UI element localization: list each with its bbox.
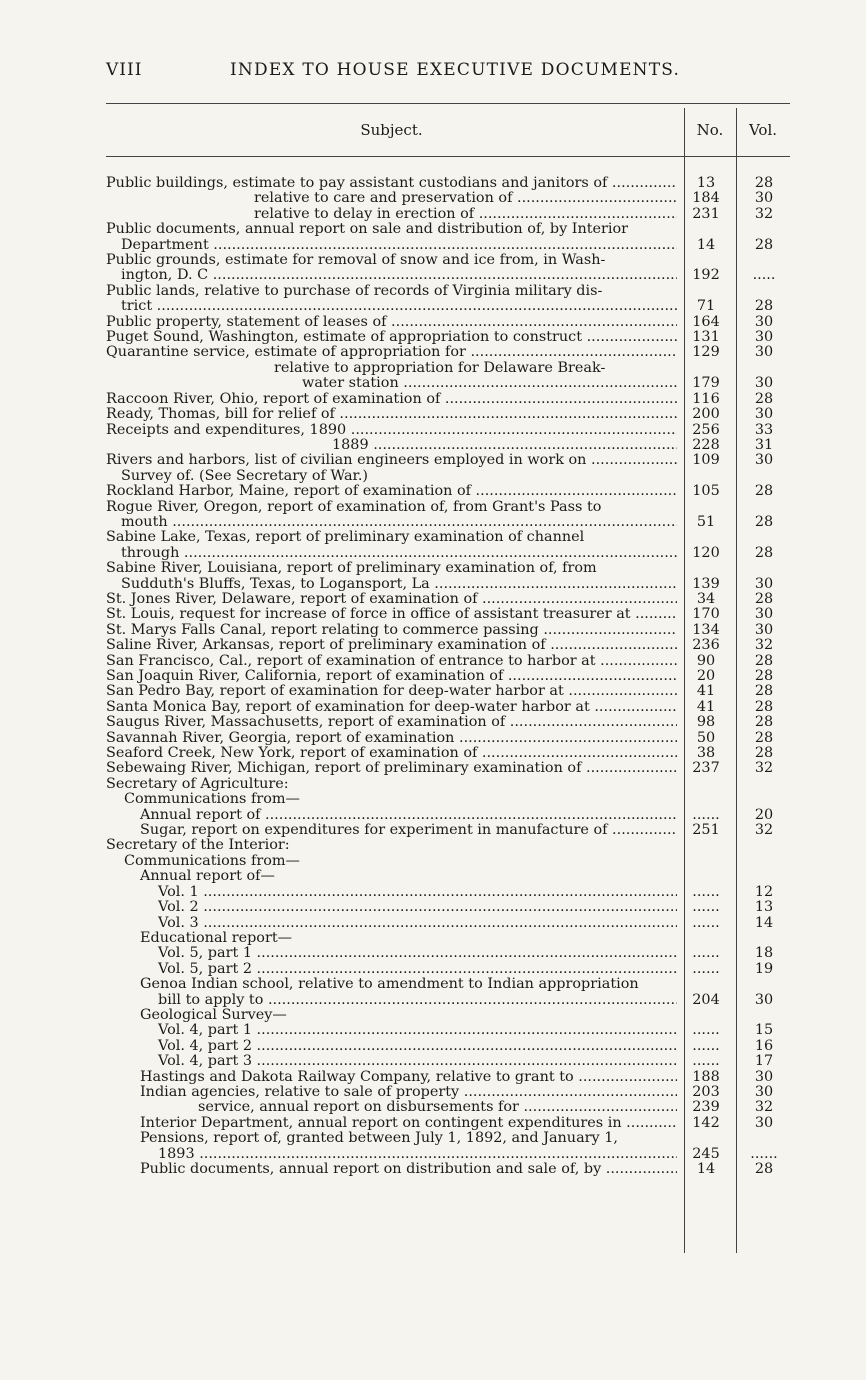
vol-column-header: Vol.: [748, 121, 778, 139]
entry-line: water station .....: [106, 376, 677, 391]
entry-line: relative to delay in erection of .....: [106, 207, 677, 222]
index-entry: [106, 607, 790, 622]
entry-number: 51: [696, 513, 716, 530]
entry-volume: 16: [754, 1037, 774, 1054]
entry-number: 203: [692, 1083, 720, 1100]
entry-number: 20: [696, 668, 716, 684]
entry-volume: 32: [754, 637, 774, 654]
entry-volume: 14: [754, 914, 774, 931]
entry-volume: 30: [754, 375, 774, 392]
entry-number: 237: [692, 760, 720, 777]
index-entry: [106, 885, 790, 900]
entry-subject: [106, 407, 677, 422]
entry-line: Public buildings, estimate to pay assistant custodians and janitors of .....: [106, 176, 677, 191]
entry-subject: [106, 284, 677, 315]
entry-line: Geological Survey—: [140, 1007, 287, 1023]
entry-volume: 28: [754, 698, 774, 715]
entry-line: Sabine River, Louisiana, report of preliminary examination of, from: [106, 561, 597, 577]
entry-volume: 30: [754, 329, 774, 346]
running-header: [106, 60, 790, 84]
index-entry: [106, 684, 790, 699]
entry-line: St. Louis, request for increase of force in office of assistant treasurer at .....: [106, 607, 677, 622]
entry-number: 200: [692, 406, 720, 423]
entry-line: Vol. 4, part 2 .....: [106, 1039, 677, 1054]
entry-subject: [106, 808, 677, 823]
entry-line: Vol. 2 .....: [106, 900, 677, 915]
entry-number: 170: [692, 606, 720, 623]
entry-line: Saline River, Arkansas, report of preliminary examination of .....: [106, 638, 677, 653]
entry-volume: 28: [754, 236, 774, 253]
no-column-header: No.: [696, 121, 724, 139]
index-entry: [106, 808, 790, 823]
entry-number: 184: [692, 190, 720, 207]
index-entry: [106, 176, 790, 191]
entry-subject: [106, 592, 677, 607]
entry-volume: 28: [754, 745, 774, 762]
entry-line: ington, D. C .....: [106, 268, 677, 283]
index-entry: [106, 345, 790, 360]
entry-number: 204: [692, 991, 720, 1008]
top-rule: [106, 103, 790, 104]
entry-volume: 28: [754, 729, 774, 746]
entry-volume: 30: [754, 344, 774, 361]
entry-number: 245: [692, 1145, 720, 1162]
entry-subject: [106, 423, 677, 438]
index-entry: [106, 207, 790, 222]
entry-line: 1893 .....: [106, 1147, 677, 1162]
entry-number: 41: [696, 698, 716, 715]
entry-line: service, annual report on disbursements for .....: [106, 1100, 677, 1115]
entry-number: 14: [696, 236, 716, 253]
entry-line: St. Marys Falls Canal, report relating to commerce passing .....: [106, 623, 677, 638]
entry-line: Annual report of—: [140, 869, 275, 885]
entry-line: Public property, statement of leases of .....: [106, 315, 677, 330]
entry-line: Interior Department, annual report on contingent expenditures in .....: [106, 1116, 677, 1131]
entry-volume: 15: [754, 1022, 774, 1039]
entry-line: Vol. 1 .....: [106, 885, 677, 900]
index-entry: [106, 854, 790, 869]
index-entry: [106, 715, 790, 730]
entry-volume: 32: [754, 822, 774, 839]
entry-subject: [106, 207, 677, 222]
entry-line: trict .....: [106, 299, 677, 314]
entry-subject: [106, 361, 677, 392]
entry-number: ......: [692, 806, 720, 823]
entry-number: 98: [696, 714, 716, 731]
entry-subject: [106, 392, 677, 407]
entry-line: Annual report of .....: [106, 808, 677, 823]
entry-line: Public documents, annual report on sale and distribution of, by Interior: [106, 222, 629, 238]
entry-number: 131: [692, 329, 720, 346]
entry-line: Communications from—: [124, 792, 300, 808]
index-entry: [106, 438, 790, 453]
entry-line: Receipts and expenditures, 1890 .....: [106, 423, 677, 438]
entry-volume: 31: [754, 436, 774, 453]
entry-line: Rogue River, Oregon, report of examination of, from Grant's Pass to: [106, 499, 602, 515]
entry-number: 236: [692, 637, 720, 654]
entry-number: 239: [692, 1099, 720, 1116]
entry-volume: 28: [754, 298, 774, 315]
index-entry: [106, 453, 790, 484]
entry-volume: 28: [754, 483, 774, 500]
entry-volume: 30: [754, 1083, 774, 1100]
entry-line: Savannah River, Georgia, report of examination .....: [106, 731, 677, 746]
entry-number: 139: [692, 575, 720, 592]
entry-subject: [106, 623, 677, 638]
entry-number: 142: [692, 1114, 720, 1131]
index-entry: [106, 222, 790, 253]
index-entry: [106, 484, 790, 499]
index-entry: [106, 191, 790, 206]
index-entry: [106, 638, 790, 653]
entry-number: 251: [692, 822, 720, 839]
entry-line: Sugar, report on expenditures for experiment in manufacture of .....: [106, 823, 677, 838]
entry-subject: [106, 1131, 677, 1162]
index-entry: [106, 623, 790, 638]
index-entry: [106, 1131, 790, 1162]
entry-volume: 19: [754, 960, 774, 977]
entry-line: Seaford Creek, New York, report of examination of .....: [106, 746, 677, 761]
entry-line: 1889 .....: [106, 438, 677, 453]
index-entry: [106, 777, 790, 792]
entry-volume: 30: [754, 621, 774, 638]
index-entry: [106, 592, 790, 607]
entry-line: Sudduth's Bluffs, Texas, to Logansport, La .....: [106, 577, 677, 592]
entry-number: 134: [692, 621, 720, 638]
entry-volume: 30: [754, 406, 774, 423]
index-entry: [106, 654, 790, 669]
entry-line: Vol. 3 .....: [106, 916, 677, 931]
entry-volume: 33: [754, 421, 774, 438]
entry-number: 129: [692, 344, 720, 361]
index-entry: [106, 900, 790, 915]
entry-volume: 12: [754, 883, 774, 900]
entry-subject: [106, 946, 677, 961]
entry-subject: [106, 1008, 677, 1023]
entry-line: Public documents, annual report on distribution and sale of, by .....: [106, 1162, 677, 1177]
entry-line: Rivers and harbors, list of civilian engineers employed in work on .....: [106, 453, 677, 468]
entry-subject: [106, 900, 677, 915]
index-entry: [106, 669, 790, 684]
entry-volume: 18: [754, 945, 774, 962]
index-entry: [106, 1039, 790, 1054]
entry-volume: 28: [754, 1161, 774, 1177]
entry-subject: [106, 315, 677, 330]
entry-number: 164: [692, 313, 720, 330]
index-entry: [106, 869, 790, 884]
entry-subject: [106, 438, 677, 453]
entry-number: 38: [696, 745, 716, 762]
index-entry: [106, 1054, 790, 1069]
entry-volume: 30: [754, 575, 774, 592]
entry-number: 179: [692, 375, 720, 392]
entry-subject: [106, 669, 677, 684]
entry-line: Saugus River, Massachusetts, report of examination of .....: [106, 715, 677, 730]
entry-volume: 30: [754, 190, 774, 207]
entry-volume: 28: [754, 513, 774, 530]
entry-line: Vol. 5, part 2 .....: [106, 962, 677, 977]
entry-subject: [106, 777, 677, 792]
entry-volume: 30: [754, 606, 774, 623]
index-entry: [106, 731, 790, 746]
entry-subject: [106, 191, 677, 206]
entry-volume: 32: [754, 205, 774, 222]
subject-column-header: Subject.: [360, 121, 423, 139]
entry-line: Hastings and Dakota Railway Company, relative to grant to .....: [106, 1070, 677, 1085]
entry-subject: [106, 869, 677, 884]
entry-subject: [106, 345, 677, 360]
entry-line: Indian agencies, relative to sale of property .....: [106, 1085, 677, 1100]
index-entry: [106, 315, 790, 330]
entry-subject: [106, 1116, 677, 1131]
entry-volume: .....: [752, 267, 776, 284]
index-entry: [106, 761, 790, 776]
index-entry: [106, 1085, 790, 1100]
entry-subject: [106, 792, 677, 807]
entry-number: 13: [696, 175, 716, 191]
entry-number: 188: [692, 1068, 720, 1085]
entry-subject: [106, 731, 677, 746]
entry-line: St. Jones River, Delaware, report of examination of .....: [106, 592, 677, 607]
index-entry: [106, 1116, 790, 1131]
entry-subject: [106, 654, 677, 669]
index-entry: [106, 1023, 790, 1038]
entry-subject: [106, 916, 677, 931]
entry-line: Pensions, report of, granted between July 1, 1892, and January 1,: [140, 1131, 618, 1147]
entry-number: 90: [696, 652, 716, 669]
entry-line: through .....: [106, 546, 677, 561]
entry-line: relative to care and preservation of .....: [106, 191, 677, 206]
entry-volume: 32: [754, 760, 774, 777]
index-entry: [106, 746, 790, 761]
entry-subject: [106, 854, 677, 869]
entry-subject: [106, 962, 677, 977]
entry-subject: [106, 931, 677, 946]
index-entry: [106, 838, 790, 853]
entry-number: ......: [692, 914, 720, 931]
entry-subject: [106, 1054, 677, 1069]
entry-number: 228: [692, 436, 720, 453]
entry-line: Santa Monica Bay, report of examination for deep-water harbor at .....: [106, 700, 677, 715]
entry-number: 116: [692, 390, 720, 407]
entry-number: ......: [692, 1053, 720, 1070]
entry-subject: [106, 823, 677, 838]
entry-subject: [106, 561, 677, 592]
header-rule: [106, 156, 790, 157]
index-entry: [106, 1162, 790, 1177]
entry-line: Vol. 5, part 1 .....: [106, 946, 677, 961]
entry-line: Ready, Thomas, bill for relief of .....: [106, 407, 677, 422]
entry-volume: 20: [754, 806, 774, 823]
entry-number: ......: [692, 899, 720, 916]
entry-volume: 30: [754, 1068, 774, 1085]
entry-line: San Pedro Bay, report of examination for deep-water harbor at .....: [106, 684, 677, 699]
index-entry: [106, 700, 790, 715]
entry-subject: [106, 715, 677, 730]
entry-number: 34: [696, 590, 716, 607]
entry-line: San Joaquin River, California, report of examination of .....: [106, 669, 677, 684]
entry-line: Sabine Lake, Texas, report of preliminary examination of channel: [106, 530, 585, 546]
entry-number: 105: [692, 483, 720, 500]
entry-volume: 28: [754, 590, 774, 607]
entry-volume: 32: [754, 1099, 774, 1116]
entry-number: 41: [696, 683, 716, 700]
entry-subject: [106, 1023, 677, 1038]
entry-subject: [106, 176, 677, 191]
entry-volume: 28: [754, 544, 774, 561]
entry-line: Vol. 4, part 1 .....: [106, 1023, 677, 1038]
index-entry: [106, 916, 790, 931]
entry-number: 14: [696, 1161, 716, 1177]
entry-line: San Francisco, Cal., report of examination of entrance to harbor at .....: [106, 654, 677, 669]
entry-line: Raccoon River, Ohio, report of examination of .....: [106, 392, 677, 407]
index-entry: [106, 284, 790, 315]
entry-volume: 30: [754, 452, 774, 469]
entry-line: Secretary of the Interior:: [106, 838, 290, 854]
entry-line: bill to apply to .....: [106, 993, 677, 1008]
index-entry: [106, 561, 790, 592]
entry-line: Sebewaing River, Michigan, report of preliminary examination of .....: [106, 761, 677, 776]
index-entry: [106, 1070, 790, 1085]
entry-subject: [106, 746, 677, 761]
entry-number: 71: [696, 298, 716, 315]
entry-subject: [106, 607, 677, 622]
entry-subject: [106, 977, 677, 1008]
page-title: INDEX TO HOUSE EXECUTIVE DOCUMENTS.: [230, 60, 681, 80]
index-entry: [106, 977, 790, 1008]
index-entry: [106, 792, 790, 807]
entry-line: Puget Sound, Washington, estimate of appropriation to construct .....: [106, 330, 677, 345]
entry-subject: [106, 484, 677, 499]
entry-number: ......: [692, 960, 720, 977]
entry-subject: [106, 453, 677, 484]
entry-number: ......: [692, 945, 720, 962]
entry-volume: 28: [754, 668, 774, 684]
entry-subject: [106, 684, 677, 699]
index-entry: [106, 931, 790, 946]
index-entry: [106, 1100, 790, 1115]
entry-number: ......: [692, 883, 720, 900]
entry-subject: [106, 1162, 677, 1177]
entry-number: 50: [696, 729, 716, 746]
entry-number: 231: [692, 205, 720, 222]
index-entry: [106, 423, 790, 438]
entry-subject: [106, 1100, 677, 1115]
entry-number: 256: [692, 421, 720, 438]
entry-subject: [106, 700, 677, 715]
index-entry: [106, 407, 790, 422]
entry-line: Educational report—: [140, 930, 293, 946]
entry-subject: [106, 253, 677, 284]
entry-subject: [106, 530, 677, 561]
entry-volume: 28: [754, 683, 774, 700]
entry-volume: 30: [754, 991, 774, 1008]
index-entry: [106, 330, 790, 345]
entry-volume: 28: [754, 390, 774, 407]
entry-line: Survey of. (See Secretary of War.): [121, 468, 369, 484]
entry-line: Public grounds, estimate for removal of snow and ice from, in Wash-: [106, 253, 606, 269]
entry-subject: [106, 500, 677, 531]
entry-number: ......: [692, 1037, 720, 1054]
entry-line: Department .....: [106, 238, 677, 253]
entry-subject: [106, 761, 677, 776]
entry-subject: [106, 222, 677, 253]
entry-line: Public lands, relative to purchase of records of Virginia military dis-: [106, 283, 603, 299]
entry-volume: 28: [754, 175, 774, 191]
entry-volume: 17: [754, 1053, 774, 1070]
index-entry: [106, 361, 790, 392]
entry-line: Communications from—: [124, 853, 300, 869]
entry-number: 120: [692, 544, 720, 561]
index-entry: [106, 1008, 790, 1023]
entry-subject: [106, 638, 677, 653]
index-entry: [106, 946, 790, 961]
entry-subject: [106, 1070, 677, 1085]
index-entry: [106, 823, 790, 838]
entry-number: 109: [692, 452, 720, 469]
entry-line: Secretary of Agriculture:: [106, 776, 289, 792]
entry-line: mouth .....: [106, 515, 677, 530]
entry-volume: 30: [754, 313, 774, 330]
entry-volume: ......: [750, 1145, 778, 1162]
entry-subject: [106, 1085, 677, 1100]
entry-line: Genoa Indian school, relative to amendment to Indian appropriation: [140, 977, 639, 993]
entry-subject: [106, 838, 677, 853]
index-table: [106, 176, 790, 1177]
entry-number: ......: [692, 1022, 720, 1039]
index-entry: [106, 392, 790, 407]
index-entry: [106, 530, 790, 561]
entry-volume: 28: [754, 714, 774, 731]
index-entry: [106, 500, 790, 531]
entry-volume: 13: [754, 899, 774, 916]
entry-volume: 30: [754, 1114, 774, 1131]
index-entry: [106, 962, 790, 977]
entry-line: Rockland Harbor, Maine, report of examination of .....: [106, 484, 677, 499]
entry-line: Quarantine service, estimate of appropriation for .....: [106, 345, 677, 360]
entry-subject: [106, 1039, 677, 1054]
entry-line: relative to appropriation for Delaware Break-: [274, 360, 606, 376]
entry-subject: [106, 330, 677, 345]
entry-subject: [106, 885, 677, 900]
index-entry: [106, 253, 790, 284]
page-number: VIII: [106, 60, 143, 80]
entry-number: 192: [692, 267, 720, 284]
entry-line: Vol. 4, part 3 .....: [106, 1054, 677, 1069]
entry-volume: 28: [754, 652, 774, 669]
